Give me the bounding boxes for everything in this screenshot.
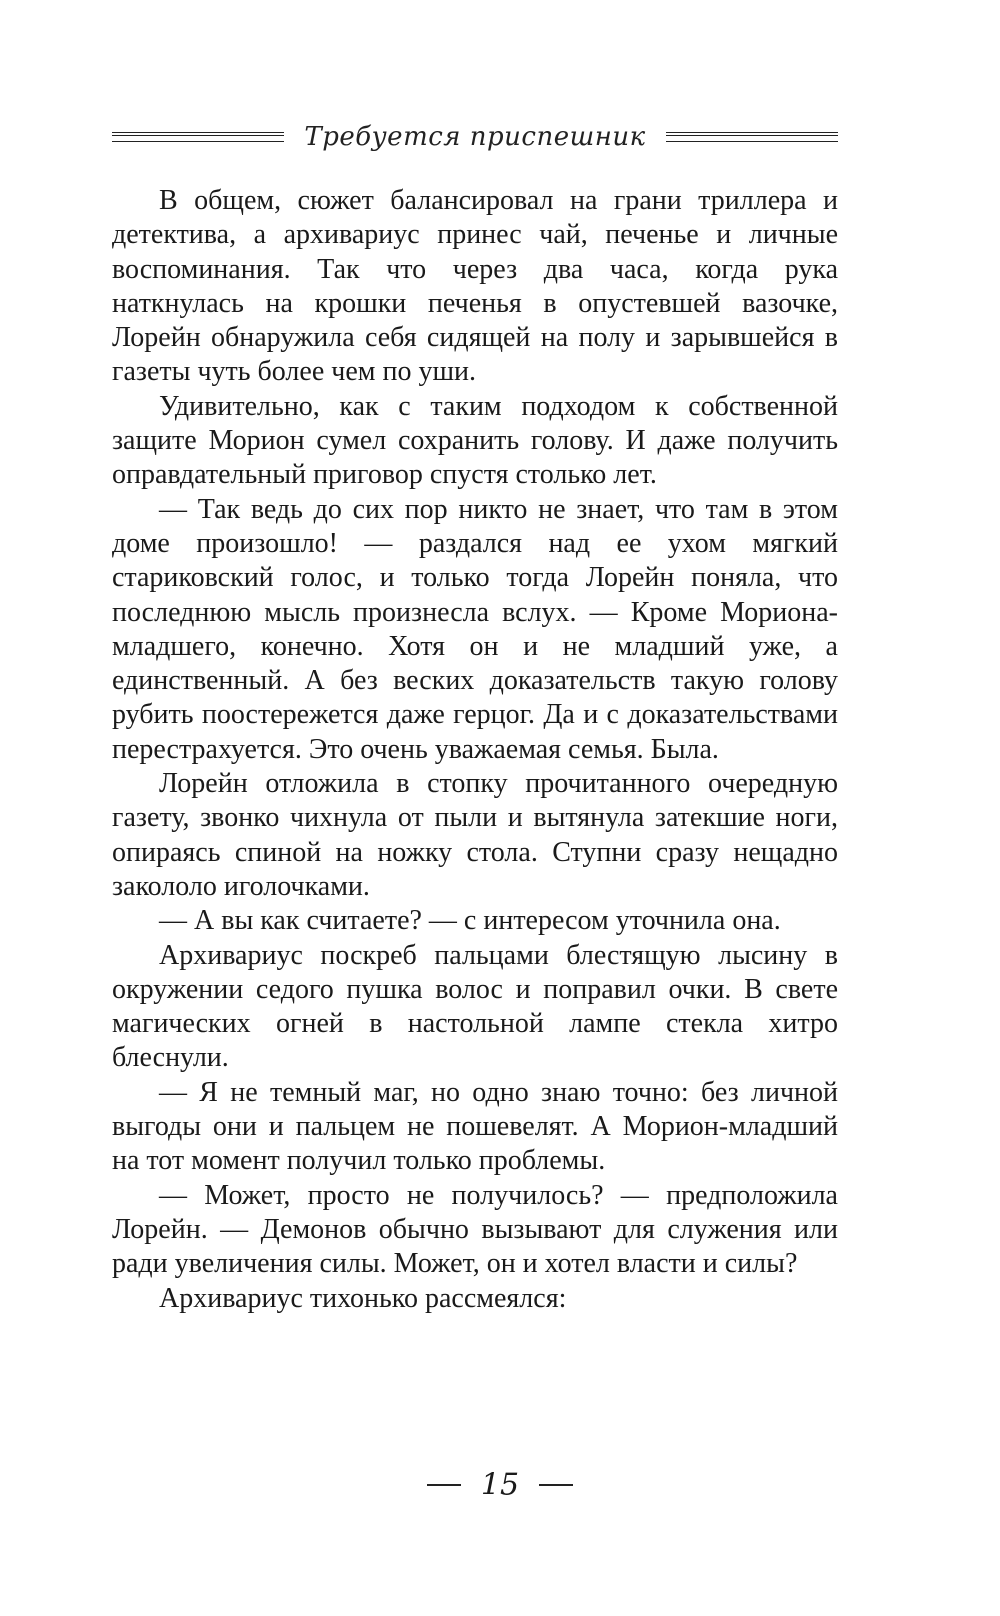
header-rule-right (666, 132, 838, 142)
paragraph: — Я не темный маг, но одно знаю точно: без личной выгоды они и пальцем не пошевелят. А Морион-младший на тот момент получил только проблемы. (112, 1076, 838, 1177)
body-text (112, 184, 838, 1316)
running-header (112, 112, 838, 162)
paragraph: Архивариус поскреб пальцами блестящую лысину в окружении седого пушка волос и поправил очки. В свете магических огней в настольной лампе стекла хитро блеснули. (112, 939, 838, 1074)
paragraph: Удивительно, как с таким подходом к собственной защите Морион сумел сохранить голову. И даже получить оправдательный приговор спустя столько лет. (112, 390, 838, 491)
footer-dash-left (427, 1484, 461, 1486)
paragraph: — Может, просто не получилось? — предположила Лорейн. — Демонов обычно вызывают для служения или ради увеличения силы. Может, он и хотел власти и силы? (112, 1179, 838, 1280)
paragraph: — А вы как считаете? — с интересом уточнила она. (159, 905, 781, 937)
footer-dash-right (539, 1484, 573, 1486)
paragraph: Архивариус тихонько рассмеялся: (159, 1282, 567, 1314)
page-footer (0, 1466, 1000, 1503)
header-rule-left (112, 132, 284, 142)
paragraph: Лорейн отложила в стопку прочитанного очередную газету, звонко чихнула от пыли и вытянула затекшие ноги, опираясь спиной на ножку стола. Ступни сразу нещадно закололо иголочками. (112, 768, 838, 902)
running-title: Требуется приспешник (304, 122, 646, 152)
paragraph: В общем, сюжет балансировал на грани триллера и детектива, а архивариус принес чай, печенье и личные воспоминания. Так что через два часа, когда рука наткнулась на крошки печенья в опустевшей вазочке, Лорейн обнаружила себя сидящей на полу и зарывшейся в газеты чуть более чем по уши. (112, 185, 838, 388)
paragraph: — Так ведь до сих пор никто не знает, что там в этом доме произошло! — раздался над ее ухом мягкий стариковский голос, и только тогда Лорейн поняла, что последнюю мысль произнесла вслух. — Кроме Мориона-младшего, конечно. Хотя он и не младший уже, а единственный. А без веских доказательств такую голову рубить поостережется даже герцог. Да и с доказательствами перестрахуется. Это очень уважаемая семья. Была. (112, 493, 838, 765)
page-number: 15 (480, 1467, 520, 1503)
